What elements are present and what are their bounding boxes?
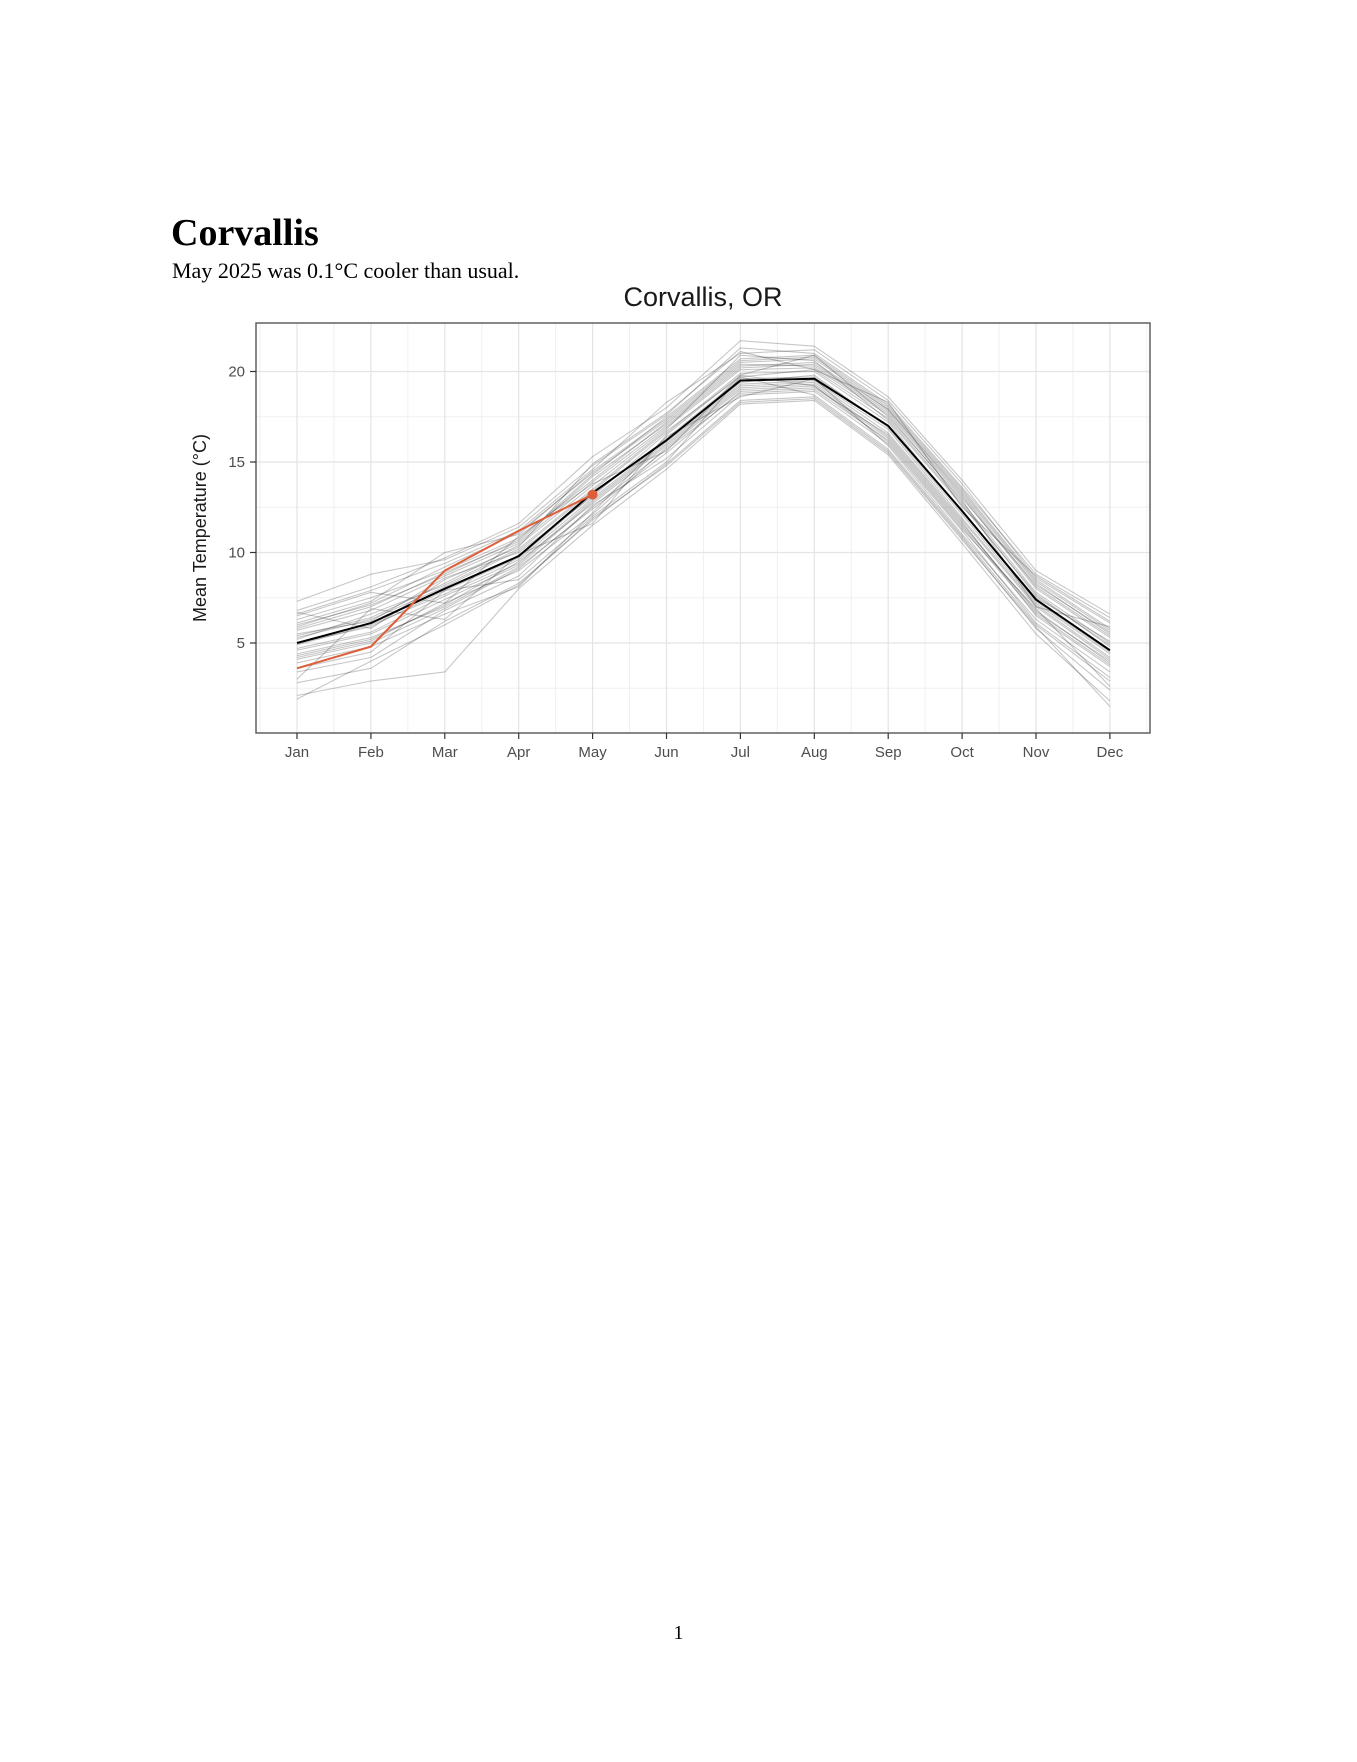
x-tick-label: Jan — [284, 744, 310, 761]
y-tick-label: 10 — [228, 544, 245, 562]
x-tick-label: Jul — [730, 744, 750, 761]
x-tick-label: Oct — [950, 744, 974, 761]
x-tick-label: Nov — [1022, 744, 1050, 761]
temperature-chart-canvas — [0, 0, 1357, 800]
year-2025-latest-point — [588, 490, 598, 500]
y-tick-label: 20 — [228, 363, 245, 381]
x-tick-label: Mar — [431, 744, 458, 761]
temperature-chart-figure — [0, 0, 1357, 800]
chart-title: Corvallis, OR — [623, 282, 783, 312]
page-title: Corvallis — [171, 212, 319, 255]
x-tick-label: Dec — [1096, 744, 1124, 761]
x-tick-label: Aug — [800, 744, 828, 761]
y-axis-title: Mean Temperature (°C) — [190, 434, 210, 622]
x-tick-label: May — [578, 744, 607, 761]
y-tick-label: 15 — [228, 454, 245, 471]
page-subtitle: May 2025 was 0.1°C cooler than usual. — [172, 258, 520, 283]
y-tick-label: 5 — [236, 635, 245, 652]
page-number: 1 — [673, 1622, 684, 1644]
x-tick-label: Jun — [654, 744, 679, 761]
x-tick-label: Sep — [874, 744, 902, 761]
chart-plot-area — [228, 323, 1150, 761]
x-tick-label: Apr — [507, 744, 531, 761]
x-tick-label: Feb — [357, 744, 384, 761]
